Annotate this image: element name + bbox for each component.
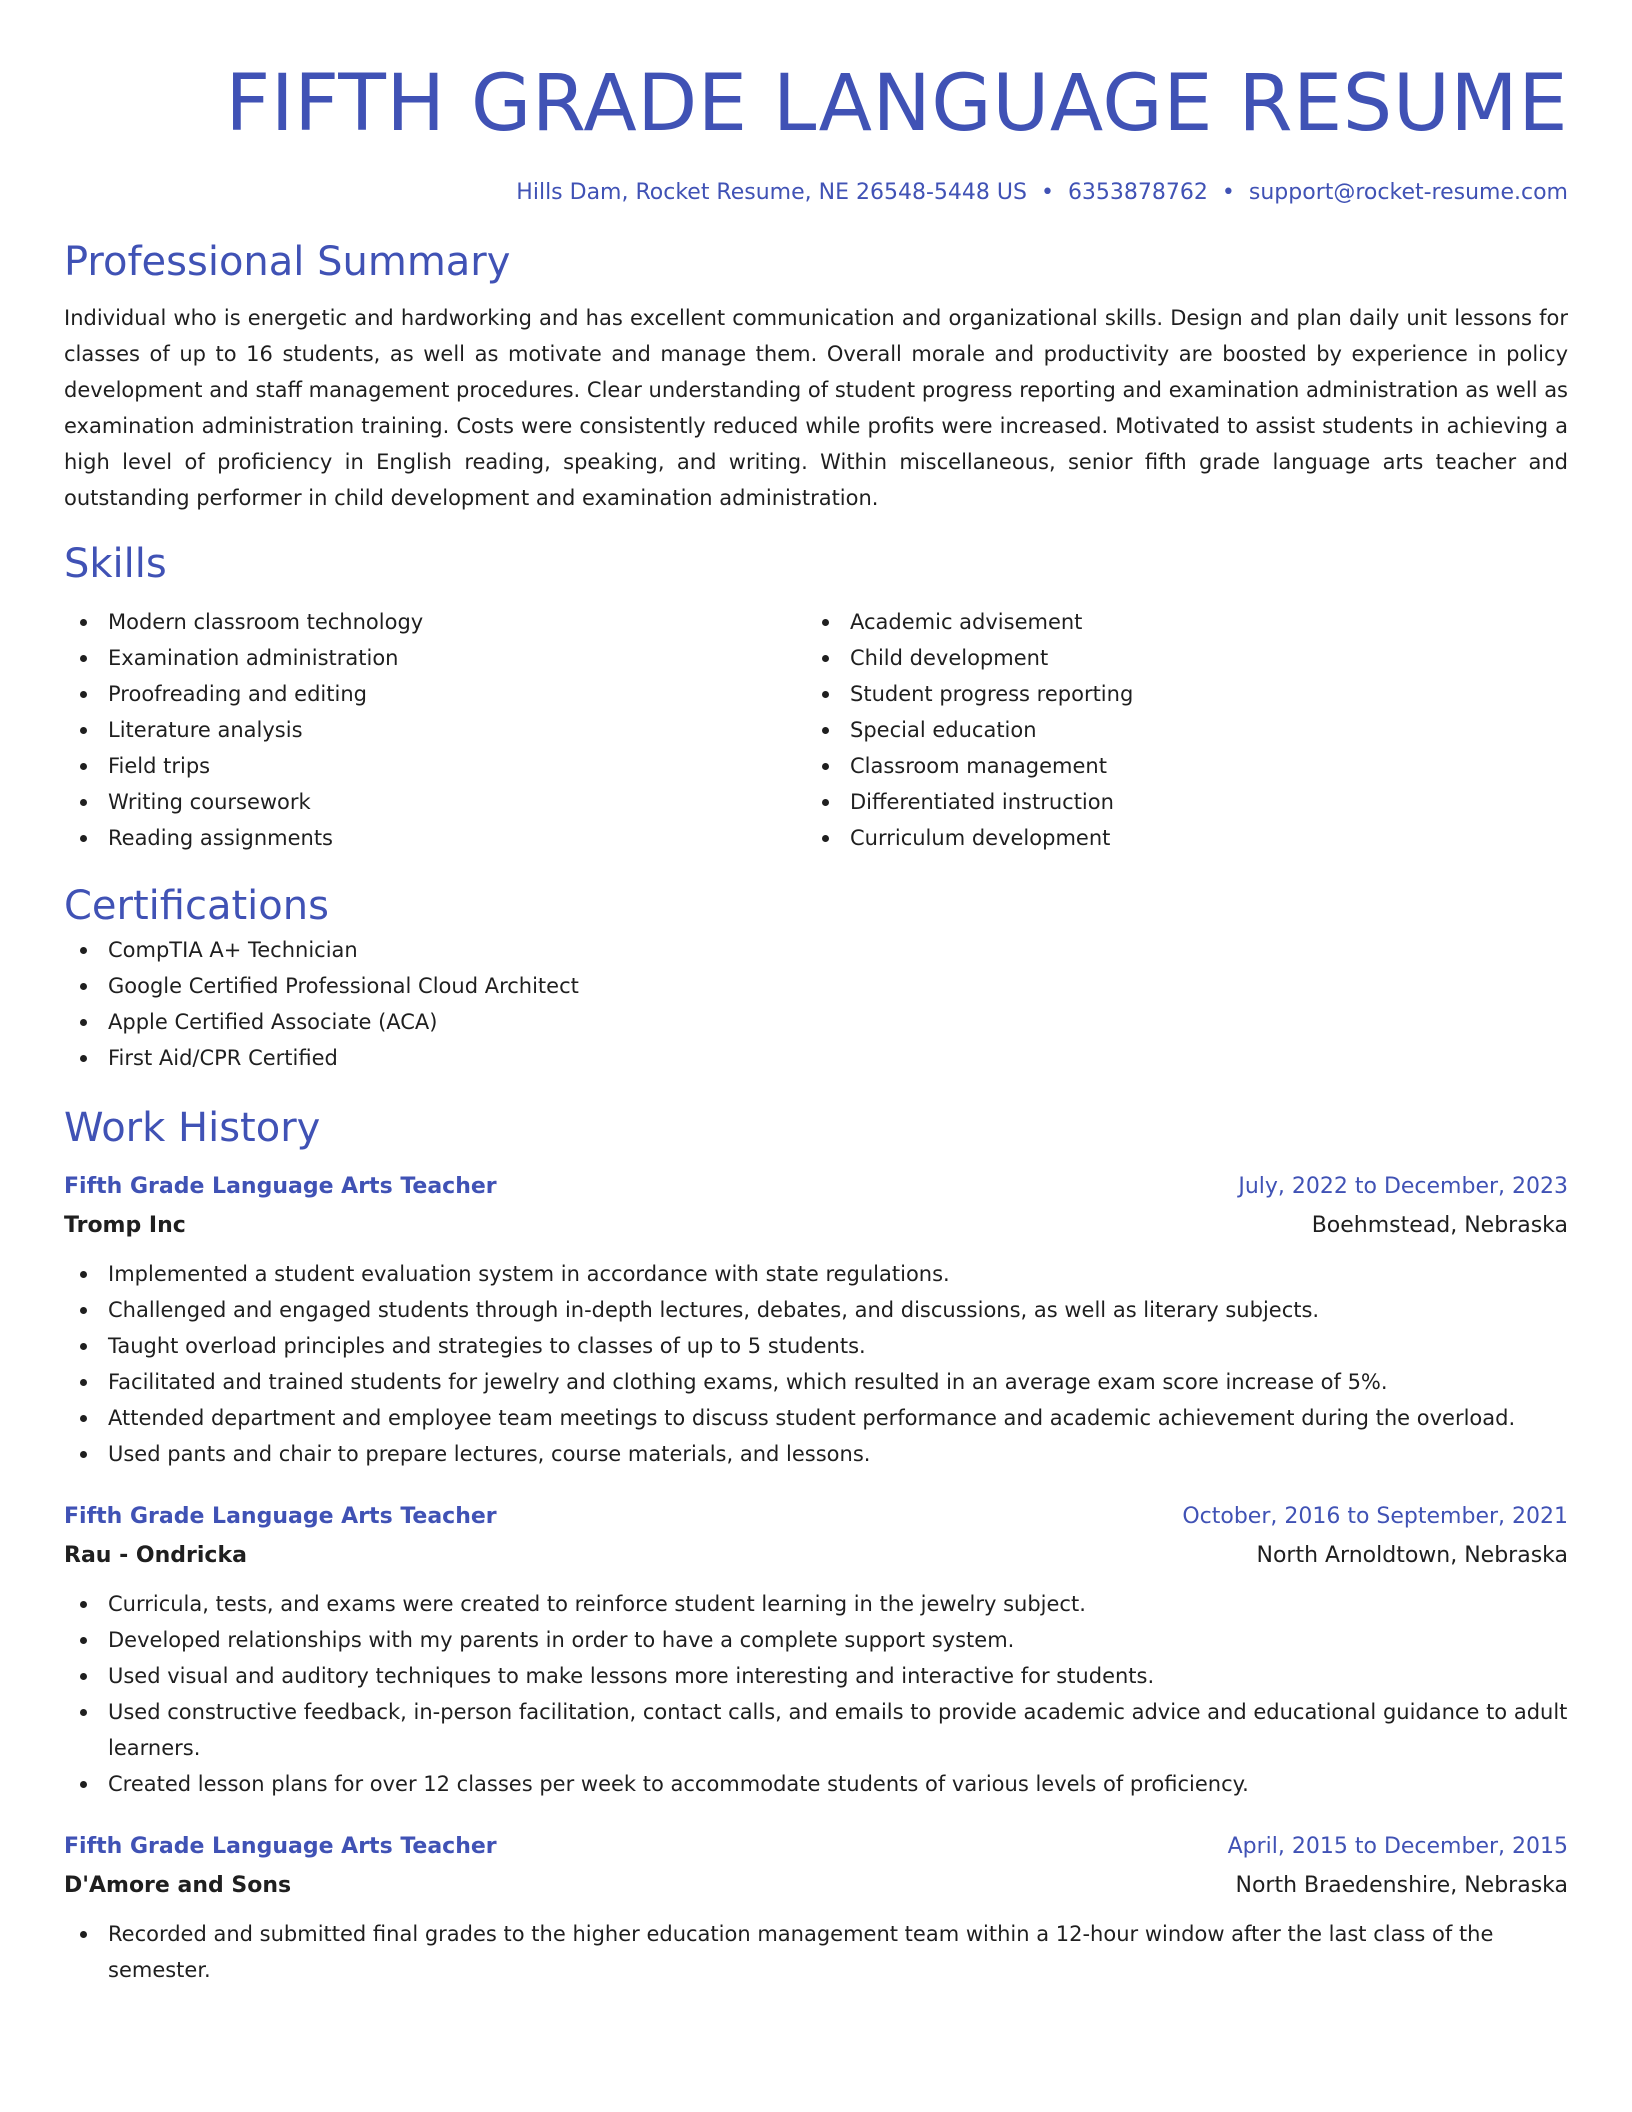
skill-item: Curriculum development — [806, 820, 1548, 856]
skills-column-left — [64, 604, 806, 856]
contact-address: Hills Dam, Rocket Resume, NE 26548-5448 US — [516, 180, 1027, 205]
job-company-row — [64, 1536, 1568, 1576]
skill-item: Literature analysis — [64, 712, 806, 748]
job-bullet: Attended department and employee team meetings to discuss student performance and academic achievement during the overload. — [64, 1400, 1568, 1436]
skill-item: Academic advisement — [806, 604, 1548, 640]
skill-item: Proofreading and editing — [64, 676, 806, 712]
job-bullet: Curricula, tests, and exams were created to reinforce student learning in the jewelry subject. — [64, 1586, 1568, 1622]
job-location: Boehmstead, Nebraska — [1311, 1213, 1568, 1238]
skill-item: Student progress reporting — [806, 676, 1548, 712]
skill-item: Examination administration — [64, 640, 806, 676]
skill-item: Writing coursework — [64, 784, 806, 820]
job-bullet: Implemented a student evaluation system in accordance with state regulations. — [64, 1256, 1568, 1292]
job-company: D'Amore and Sons — [64, 1873, 292, 1898]
skill-item: Classroom management — [806, 748, 1548, 784]
certification-item: Google Certified Professional Cloud Architect — [64, 968, 1568, 1004]
resume-name: FIFTH GRADE LANGUAGE RESUME — [225, 59, 1568, 149]
job-bullet: Used visual and auditory techniques to make lessons more interesting and interactive for students. — [64, 1658, 1568, 1694]
job-title: Fifth Grade Language Arts Teacher — [64, 1174, 497, 1199]
skill-item: Differentiated instruction — [806, 784, 1548, 820]
job-company: Tromp Inc — [64, 1213, 186, 1238]
job-dates: July, 2022 to December, 2023 — [1238, 1174, 1568, 1199]
job-company-row — [64, 1866, 1568, 1906]
skill-item: Special education — [806, 712, 1548, 748]
job-company-row — [64, 1206, 1568, 1246]
job-bullet: Facilitated and trained students for jewelry and clothing exams, which resulted in an average exam score increase of 5%. — [64, 1364, 1568, 1400]
job-bullet: Used pants and chair to prepare lectures, course materials, and lessons. — [64, 1436, 1568, 1472]
contact-line — [64, 178, 1568, 208]
contact-separator: • — [1040, 180, 1054, 205]
job-bullet: Used constructive feedback, in-person facilitation, contact calls, and emails to provide academic advice and educational guidance to adult learners. — [64, 1694, 1568, 1766]
certifications-list — [64, 932, 1568, 1076]
skill-item: Reading assignments — [64, 820, 806, 856]
job-bullets — [64, 1586, 1568, 1802]
contact-email[interactable]: support@rocket-resume.com — [1248, 180, 1568, 205]
skill-item: Child development — [806, 640, 1548, 676]
skill-item: Field trips — [64, 748, 806, 784]
job-bullets — [64, 1916, 1568, 1988]
contact-separator: • — [1221, 180, 1235, 205]
job-bullet: Recorded and submitted final grades to the higher education management team within a 12-hour window after the last class of the semester. — [64, 1916, 1568, 1988]
job-bullet: Created lesson plans for over 12 classes per week to accommodate students of various levels of proficiency. — [64, 1766, 1568, 1802]
job-title: Fifth Grade Language Arts Teacher — [64, 1504, 497, 1529]
job-location: North Arnoldtown, Nebraska — [1256, 1543, 1568, 1568]
certification-item: First Aid/CPR Certified — [64, 1040, 1568, 1076]
job-dates: October, 2016 to September, 2021 — [1182, 1504, 1568, 1529]
job-header-row — [64, 1498, 1568, 1536]
certification-item: Apple Certified Associate (ACA) — [64, 1004, 1568, 1040]
job-bullet: Challenged and engaged students through in-depth lectures, debates, and discussions, as well as literary subjects. — [64, 1292, 1568, 1328]
skills-column-right — [806, 604, 1548, 856]
job-entry — [64, 1828, 1568, 1988]
summary-text: Individual who is energetic and hardworking and has excellent communication and organizational skills. Design and plan daily unit lessons for classes of up to 16 students, as well as motivate and manage them. Overall morale and productivity are boosted by experience in policy development and staff management procedures. Clear understanding of student progress reporting and examination administration as well as examination administration training. Costs were consistently reduced while profits were increased. Motivated to assist students in achieving a high level of proficiency in English reading, speaking, and writing. Within miscellaneous, senior fifth grade language arts teacher and outstanding performer in child development and examination administration. — [64, 306, 1568, 510]
certification-item: CompTIA A+ Technician — [64, 932, 1568, 968]
certifications-heading: Certifications — [64, 883, 329, 929]
job-header-row — [64, 1168, 1568, 1206]
job-bullets — [64, 1256, 1568, 1472]
resume-page — [64, 0, 1568, 1988]
skill-item: Modern classroom technology — [64, 604, 806, 640]
job-entry — [64, 1498, 1568, 1802]
job-title: Fifth Grade Language Arts Teacher — [64, 1834, 497, 1859]
contact-phone: 6353878762 — [1067, 180, 1208, 205]
skills-heading: Skills — [64, 541, 167, 587]
job-location: North Braedenshire, Nebraska — [1235, 1873, 1568, 1898]
job-bullet: Developed relationships with my parents in order to have a complete support system. — [64, 1622, 1568, 1658]
job-header-row — [64, 1828, 1568, 1866]
job-company: Rau - Ondricka — [64, 1543, 247, 1568]
skills-list — [64, 604, 1568, 856]
summary-heading: Professional Summary — [64, 239, 511, 285]
job-bullet: Taught overload principles and strategies to classes of up to 5 students. — [64, 1328, 1568, 1364]
work-history-heading: Work History — [64, 1105, 321, 1151]
job-dates: April, 2015 to December, 2015 — [1227, 1834, 1568, 1859]
job-entry — [64, 1168, 1568, 1472]
